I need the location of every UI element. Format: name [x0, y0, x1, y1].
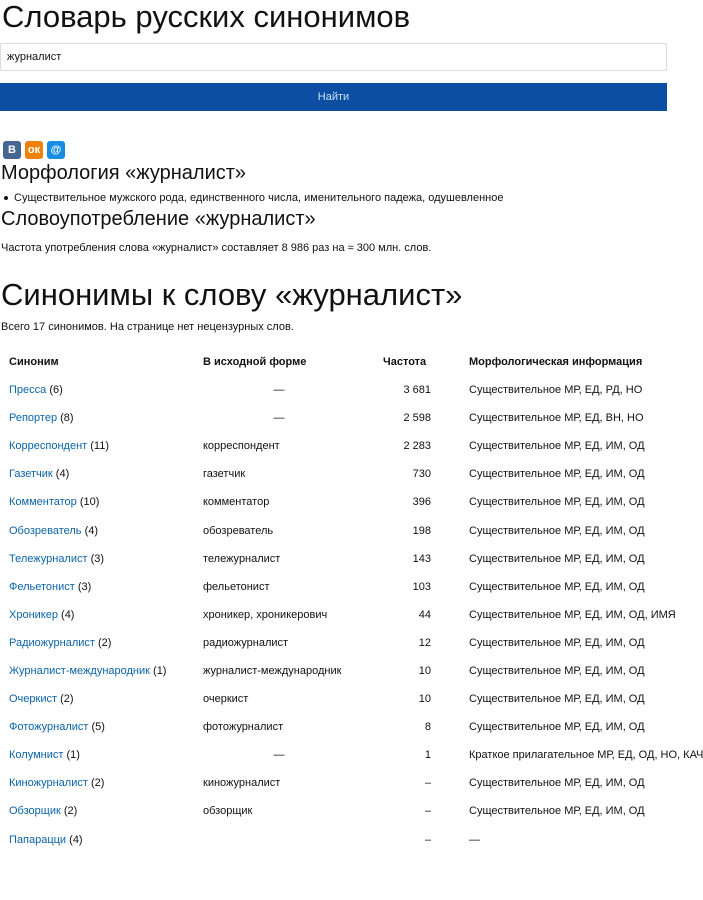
- morphology-cell: Существительное МР, ЕД, ИМ, ОД: [469, 552, 645, 565]
- morphology-cell: Существительное МР, ЕД, ИМ, ОД: [469, 664, 645, 677]
- base-form-cell: обзорщик: [203, 805, 253, 818]
- synonym-cell: [0, 601, 203, 629]
- search-button[interactable]: Найти: [0, 83, 667, 111]
- base-form-cell: фельетонист: [203, 580, 270, 593]
- synonym-cell: [0, 797, 203, 825]
- table-row: [0, 488, 695, 516]
- synonym-link[interactable]: Папарацци: [9, 833, 67, 846]
- synonyms-title: Синонимы к слову «журналист»: [1, 277, 463, 312]
- synonym-count: (8): [60, 412, 74, 425]
- morphology-item: Существительное мужского рода, единственного числа, именительного падежа, одушевленное: [14, 190, 667, 206]
- frequency-cell: –: [424, 805, 431, 818]
- morphology-cell: Существительное МР, ЕД, ИМ, ОД: [469, 693, 645, 706]
- synonym-count: (2): [97, 636, 112, 649]
- share-buttons: [0, 141, 667, 160]
- synonym-cell: [0, 685, 203, 713]
- synonym-count: (4): [55, 468, 70, 481]
- table-row: [0, 629, 695, 657]
- synonym-link[interactable]: Обзорщик: [9, 805, 61, 818]
- table-row: [0, 404, 695, 432]
- synonyms-table: [0, 348, 703, 854]
- synonym-cell: [0, 488, 203, 516]
- synonym-link[interactable]: Очеркист: [9, 693, 58, 706]
- frequency-cell: –: [424, 777, 431, 790]
- synonym-link[interactable]: Пресса: [9, 384, 47, 397]
- synonym-count: (3): [90, 552, 105, 565]
- synonym-count: (4): [69, 833, 83, 846]
- synonym-link[interactable]: Хроникер: [9, 608, 58, 621]
- table-header-row: [0, 348, 695, 376]
- synonym-link[interactable]: Обозреватель: [9, 524, 82, 537]
- morphology-cell: Существительное МР, ЕД, ИМ, ОД: [469, 496, 645, 509]
- usage-text: Частота употребления слова «журналист» составляет 8 986 раз на ≈ 300 млн. слов.: [1, 242, 432, 254]
- synonym-link[interactable]: Фотожурналист: [9, 721, 89, 734]
- frequency-cell: 10: [418, 664, 431, 677]
- morphology-cell: —: [469, 833, 480, 846]
- synonym-count: (6): [49, 384, 63, 397]
- search-input[interactable]: [0, 43, 667, 71]
- base-form-cell: [203, 826, 355, 854]
- synonyms-count: Всего 17 синонимов. На странице нет нецензурных слов.: [1, 321, 294, 333]
- synonym-count: (4): [61, 608, 75, 621]
- frequency-cell: 198: [412, 524, 431, 537]
- frequency-cell: 396: [412, 496, 431, 509]
- table-row: [0, 460, 695, 488]
- synonym-link[interactable]: Корреспондент: [9, 440, 88, 453]
- frequency-cell: 730: [412, 468, 431, 481]
- synonym-count: (10): [79, 496, 100, 509]
- base-form-cell: фотожурналист: [203, 721, 284, 734]
- synonym-cell: [0, 769, 203, 797]
- morphology-cell: Существительное МР, ЕД, ИМ, ОД: [469, 805, 645, 818]
- table-row: [0, 769, 695, 797]
- base-form-cell: —: [273, 384, 285, 397]
- frequency-cell: –: [424, 833, 431, 846]
- synonym-cell: [0, 404, 203, 432]
- base-form-cell: хроникер, хроникерович: [203, 608, 328, 621]
- usage-title: Словоупотребление «журналист»: [1, 208, 316, 230]
- synonym-count: (3): [77, 580, 92, 593]
- base-form-cell: газетчик: [203, 468, 246, 481]
- morphology-cell: Существительное МР, ЕД, ИМ, ОД, ИМЯ: [469, 608, 676, 621]
- frequency-cell: 12: [418, 636, 431, 649]
- base-form-cell: корреспондент: [203, 440, 280, 453]
- vk-share-icon[interactable]: В: [3, 141, 21, 159]
- synonym-link[interactable]: Тележурналист: [9, 552, 88, 565]
- base-form-cell: обозреватель: [203, 524, 274, 537]
- table-row: [0, 797, 695, 825]
- table-row: [0, 685, 695, 713]
- synonym-cell: [0, 826, 203, 854]
- synonym-count: (2): [63, 805, 78, 818]
- frequency-cell: 10: [418, 693, 431, 706]
- morphology-cell: Существительное МР, ЕД, ИМ, ОД: [469, 721, 645, 734]
- synonym-cell: [0, 657, 203, 685]
- synonym-count: (2): [90, 777, 105, 790]
- base-form-cell: —: [273, 749, 285, 762]
- synonym-cell: [0, 545, 203, 573]
- synonym-link[interactable]: Фельетонист: [9, 580, 75, 593]
- morphology-cell: Существительное МР, ЕД, ВН, НО: [469, 412, 644, 425]
- odnoklassniki-share-icon[interactable]: ок: [25, 141, 43, 159]
- column-header-morphology: Морфологическая информация: [469, 356, 643, 368]
- table-row: [0, 826, 695, 854]
- morphology-cell: Существительное МР, ЕД, ИМ, ОД: [469, 468, 645, 481]
- base-form-cell: тележурналист: [203, 552, 281, 565]
- table-row: [0, 657, 695, 685]
- synonym-link[interactable]: Комментатор: [9, 496, 77, 509]
- synonym-link[interactable]: Киножурналист: [9, 777, 88, 790]
- base-form-cell: журналист-международник: [203, 664, 342, 677]
- base-form-cell: радиожурналист: [203, 636, 289, 649]
- synonym-cell: [0, 573, 203, 601]
- morphology-cell: Краткое прилагательное МР, ЕД, ОД, НО, КАЧ: [469, 749, 703, 762]
- frequency-cell: 2 283: [403, 440, 431, 453]
- table-row: [0, 516, 695, 544]
- synonym-link[interactable]: Колумнист: [9, 749, 64, 762]
- frequency-cell: 143: [412, 552, 431, 565]
- morphology-cell: Существительное МР, ЕД, ИМ, ОД: [469, 636, 645, 649]
- frequency-cell: 1: [424, 749, 431, 762]
- mail-share-icon[interactable]: @: [47, 141, 65, 159]
- synonym-cell: [0, 460, 203, 488]
- synonym-cell: [0, 376, 203, 404]
- column-header-synonym: Синоним: [9, 356, 59, 368]
- table-row: [0, 545, 695, 573]
- table-row: [0, 601, 695, 629]
- table-row: [0, 432, 695, 460]
- frequency-cell: 8: [424, 721, 431, 734]
- morphology-title: Морфология «журналист»: [1, 162, 247, 184]
- column-header-frequency: Частота: [383, 356, 427, 368]
- table-row: [0, 713, 695, 741]
- synonym-link[interactable]: Репортер: [9, 412, 58, 425]
- morphology-cell: Существительное МР, ЕД, РД, НО: [469, 384, 643, 397]
- synonym-cell: [0, 713, 203, 741]
- base-form-cell: очеркист: [203, 693, 249, 706]
- synonym-link[interactable]: Радиожурналист: [9, 636, 95, 649]
- synonym-count: (1): [153, 664, 167, 677]
- synonym-count: (11): [90, 440, 109, 453]
- synonym-count: (1): [66, 749, 80, 762]
- synonym-cell: [0, 432, 203, 460]
- morphology-cell: Существительное МР, ЕД, ИМ, ОД: [469, 580, 645, 593]
- morphology-cell: Существительное МР, ЕД, ИМ, ОД: [469, 777, 645, 790]
- frequency-cell: 3 681: [403, 384, 431, 397]
- morphology-list: [0, 190, 667, 206]
- morphology-cell: Существительное МР, ЕД, ИМ, ОД: [469, 524, 645, 537]
- morphology-cell: Существительное МР, ЕД, ИМ, ОД: [469, 440, 645, 453]
- synonym-count: (4): [84, 524, 99, 537]
- synonym-count: (2): [60, 693, 74, 706]
- frequency-cell: 44: [418, 608, 431, 621]
- column-header-base-form: В исходной форме: [203, 356, 307, 368]
- synonym-count: (5): [91, 721, 105, 734]
- synonym-cell: [0, 516, 203, 544]
- base-form-cell: киножурналист: [203, 777, 281, 790]
- site-title: Словарь русских синонимов: [2, 0, 411, 34]
- base-form-cell: —: [273, 412, 285, 425]
- synonym-link[interactable]: Газетчик: [9, 468, 53, 481]
- table-row: [0, 741, 695, 769]
- frequency-cell: 103: [412, 580, 431, 593]
- synonym-cell: [0, 741, 203, 769]
- base-form-cell: комментатор: [203, 496, 270, 509]
- table-row: [0, 376, 695, 404]
- table-row: [0, 573, 695, 601]
- synonym-link[interactable]: Журналист-международник: [9, 664, 150, 677]
- synonym-cell: [0, 629, 203, 657]
- frequency-cell: 2 598: [403, 412, 431, 425]
